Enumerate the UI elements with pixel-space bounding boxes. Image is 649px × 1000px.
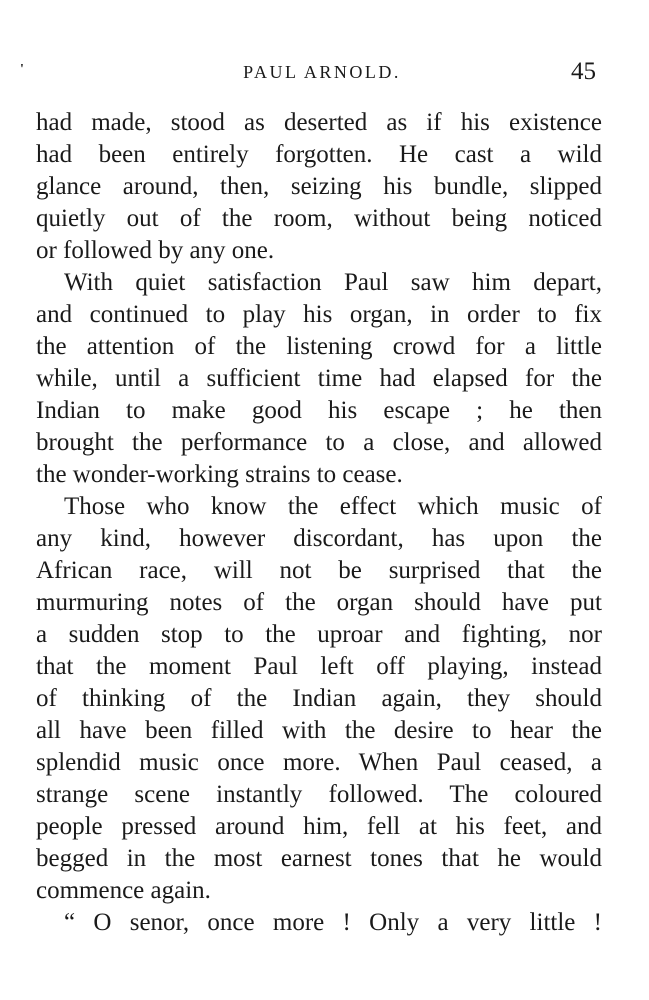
text-line: begged in the most earnest tones that he would xyxy=(36,845,602,872)
text-line: any kind, however discordant, has upon the xyxy=(36,525,602,552)
text-line: glance around, then, seizing his bundle, slipped xyxy=(36,173,602,200)
text-line: all have been filled with the desire to hear the xyxy=(36,717,602,744)
body-text xyxy=(36,107,602,939)
text-line: murmuring notes of the organ should have put xyxy=(36,589,602,616)
text-line: Those who know the effect which music of xyxy=(64,493,602,520)
text-line: quietly out of the room, without being noticed xyxy=(36,205,602,232)
text-line: commence again. xyxy=(36,877,211,904)
text-line: had been entirely forgotten. He cast a wild xyxy=(36,141,602,168)
text-line: a sudden stop to the uproar and fighting, nor xyxy=(36,621,602,648)
text-line: while, until a sufficient time had elapsed for the xyxy=(36,365,602,392)
page-number: 45 xyxy=(571,58,596,85)
text-line: the attention of the listening crowd for a little xyxy=(36,333,602,360)
text-line: With quiet satisfaction Paul saw him depart, xyxy=(64,269,602,296)
text-line: brought the performance to a close, and allowed xyxy=(36,429,602,456)
text-line: of thinking of the Indian again, they should xyxy=(36,685,602,712)
text-line: or followed by any one. xyxy=(36,237,275,264)
text-line: splendid music once more. When Paul ceased, a xyxy=(36,749,602,776)
running-title: PAUL ARNOLD. xyxy=(243,62,401,82)
text-line: strange scene instantly followed. The coloured xyxy=(36,781,602,808)
text-line: African race, will not be surprised that the xyxy=(36,557,602,584)
text-line: and continued to play his organ, in order to fix xyxy=(36,301,602,328)
page-header xyxy=(20,58,610,88)
text-line: Indian to make good his escape ; he then xyxy=(36,397,602,424)
text-line: the wonder-working strains to cease. xyxy=(36,461,403,488)
text-line: had made, stood as deserted as if his existence xyxy=(36,109,602,136)
text-line: people pressed around him, fell at his feet, and xyxy=(36,813,602,840)
printer-mark: ' xyxy=(20,62,24,77)
text-line: that the moment Paul left off playing, instead xyxy=(36,653,602,680)
text-line: “ O senor, once more ! Only a very little ! xyxy=(64,909,602,936)
